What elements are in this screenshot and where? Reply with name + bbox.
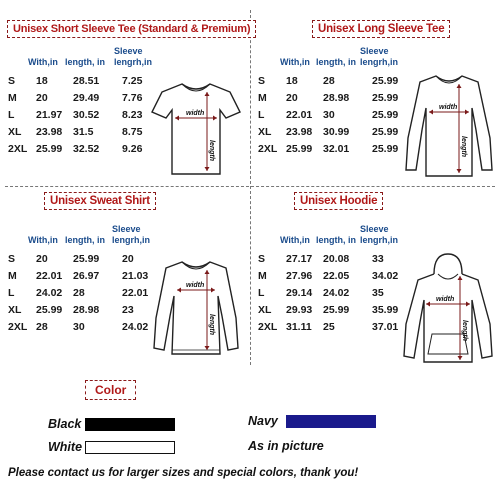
table-row [8,123,162,140]
sleeve-cell: 35.99 [372,303,399,316]
color-label-white: White [48,440,83,454]
size-cell: XL [8,125,22,138]
size-cell: 2XL [8,320,28,333]
sleeve-cell: 8.23 [122,108,143,121]
length-cell: 28.98 [73,303,100,316]
table-row [8,284,162,301]
section-title: Unisex Hoodie [294,192,383,210]
size-cell: S [8,252,16,265]
table-row [258,72,412,89]
size-cell: M [8,91,17,104]
size-cell: XL [258,125,272,138]
length-cell: 28.98 [323,91,350,104]
size-table [8,250,162,335]
sleeve-cell: 25.99 [372,125,399,138]
color-label-navy: Navy [248,414,278,428]
table-row [258,106,412,123]
width-cell: 29.14 [286,286,313,299]
width-cell: 22.01 [286,108,313,121]
table-row [258,267,412,284]
short-sleeve-section [0,0,250,185]
size-cell: 2XL [258,142,278,155]
hoodie-icon [398,250,498,366]
length-cell: 25.99 [323,303,350,316]
section-title: Unisex Sweat Shirt [44,192,156,210]
table-row [258,301,412,318]
size-cell: XL [258,303,272,316]
section-title: Unisex Short Sleeve Tee (Standard & Premium) [7,20,256,38]
section-title: Unisex Long Sleeve Tee [312,20,450,38]
color-title: Color [85,380,136,400]
length-cell: 32.01 [323,142,350,155]
size-table [258,72,412,157]
width-cell: 23.98 [286,125,313,138]
table-row [8,318,162,335]
sleeve-cell: 25.99 [372,91,399,104]
sleeve-cell: 25.99 [372,74,399,87]
size-cell: XL [8,303,22,316]
color-swatch-black [85,418,175,431]
table-row [8,250,162,267]
hoodie-section [252,188,500,366]
color-label-as-in-picture: As in picture [248,439,324,453]
length-cell: 25.99 [73,252,100,265]
table-row [8,89,162,106]
size-cell: S [8,74,16,87]
length-label: length [208,140,215,161]
sleeve-cell: 7.25 [122,74,143,87]
long-sleeve-tee-icon [402,70,496,182]
length-header: length, in [316,57,356,67]
size-cell: L [258,108,265,121]
color-label-black: Black [48,417,82,431]
sleeve-cell: 8.75 [122,125,143,138]
width-cell: 28 [36,320,48,333]
sleeve-header: Sleeve lengrh,in [360,46,398,67]
size-cell: S [258,74,266,87]
sleeve-cell: 25.99 [372,108,399,121]
length-label: length [460,136,467,157]
sleeve-cell: 23 [122,303,134,316]
width-header: With,in [280,235,310,245]
sleeve-cell: 33 [372,252,384,265]
width-header: With,in [280,57,310,67]
width-label: width [186,282,205,289]
length-label: length [208,314,215,335]
size-cell: L [8,108,15,121]
length-cell: 24.02 [323,286,350,299]
sleeve-cell: 20 [122,252,134,265]
size-cell: S [258,252,266,265]
size-table [8,72,162,157]
sweat-shirt-section [0,188,250,366]
horizontal-divider [5,186,495,187]
width-label: width [436,296,455,303]
width-cell: 24.02 [36,286,63,299]
length-cell: 30.99 [323,125,350,138]
sleeve-cell: 24.02 [122,320,149,333]
sleeve-cell: 21.03 [122,269,149,282]
width-cell: 27.17 [286,252,313,265]
length-cell: 30.52 [73,108,100,121]
size-table [258,250,412,335]
length-cell: 29.49 [73,91,100,104]
table-row [8,106,162,123]
sleeve-cell: 35 [372,286,384,299]
table-row [258,140,412,157]
size-cell: M [258,269,267,282]
width-label: width [186,110,205,117]
width-cell: 21.97 [36,108,63,121]
width-header: With,in [28,57,58,67]
size-cell: M [258,91,267,104]
width-cell: 25.99 [36,303,63,316]
tshirt-icon [150,78,242,178]
table-row [8,267,162,284]
size-cell: L [8,286,15,299]
sleeve-cell: 9.26 [122,142,143,155]
sleeve-cell: 7.76 [122,91,143,104]
length-cell: 25 [323,320,335,333]
table-row [258,284,412,301]
width-cell: 27.96 [286,269,313,282]
length-cell: 26.97 [73,269,100,282]
sleeve-cell: 22.01 [122,286,149,299]
width-cell: 31.11 [286,320,312,333]
table-row [8,140,162,157]
sleeve-header: Sleeve lengrh,in [360,224,398,245]
width-cell: 20 [286,91,298,104]
table-row [258,123,412,140]
length-label: length [461,320,468,341]
size-cell: M [8,269,17,282]
sleeve-cell: 34.02 [372,269,399,282]
length-cell: 31.5 [73,125,94,138]
table-row [258,250,412,267]
table-row [8,72,162,89]
length-header: length, in [65,235,105,245]
length-header: length, in [316,235,356,245]
length-cell: 30 [323,108,335,121]
table-row [258,89,412,106]
length-cell: 20.08 [323,252,350,265]
sleeve-header: Sleeve lengrh,in [112,224,150,245]
width-cell: 18 [286,74,298,87]
table-row [8,301,162,318]
table-row [258,318,412,335]
width-cell: 22.01 [36,269,63,282]
size-cell: 2XL [258,320,278,333]
size-cell: 2XL [8,142,28,155]
color-swatch-navy [286,415,376,428]
vertical-divider [250,10,251,365]
width-cell: 23.98 [36,125,63,138]
length-cell: 30 [73,320,85,333]
length-cell: 22.05 [323,269,350,282]
sleeve-cell: 25.99 [372,142,399,155]
width-cell: 25.99 [286,142,313,155]
width-cell: 29.93 [286,303,313,316]
sleeve-header: Sleeve lengrh,in [114,46,152,67]
long-sleeve-section [252,0,500,185]
width-cell: 20 [36,252,48,265]
length-header: length, in [65,57,105,67]
color-swatch-white [85,441,175,454]
length-cell: 28.51 [73,74,100,87]
length-cell: 28 [73,286,85,299]
width-cell: 20 [36,91,48,104]
width-label: width [439,104,458,111]
footer-note: Please contact us for larger sizes and special colors, thank you! [8,467,359,479]
width-cell: 25.99 [36,142,63,155]
sleeve-cell: 37.01 [372,320,399,333]
size-cell: L [258,286,265,299]
sweatshirt-icon [150,256,242,362]
width-header: With,in [28,235,58,245]
length-cell: 32.52 [73,142,100,155]
width-cell: 18 [36,74,48,87]
length-cell: 28 [323,74,335,87]
